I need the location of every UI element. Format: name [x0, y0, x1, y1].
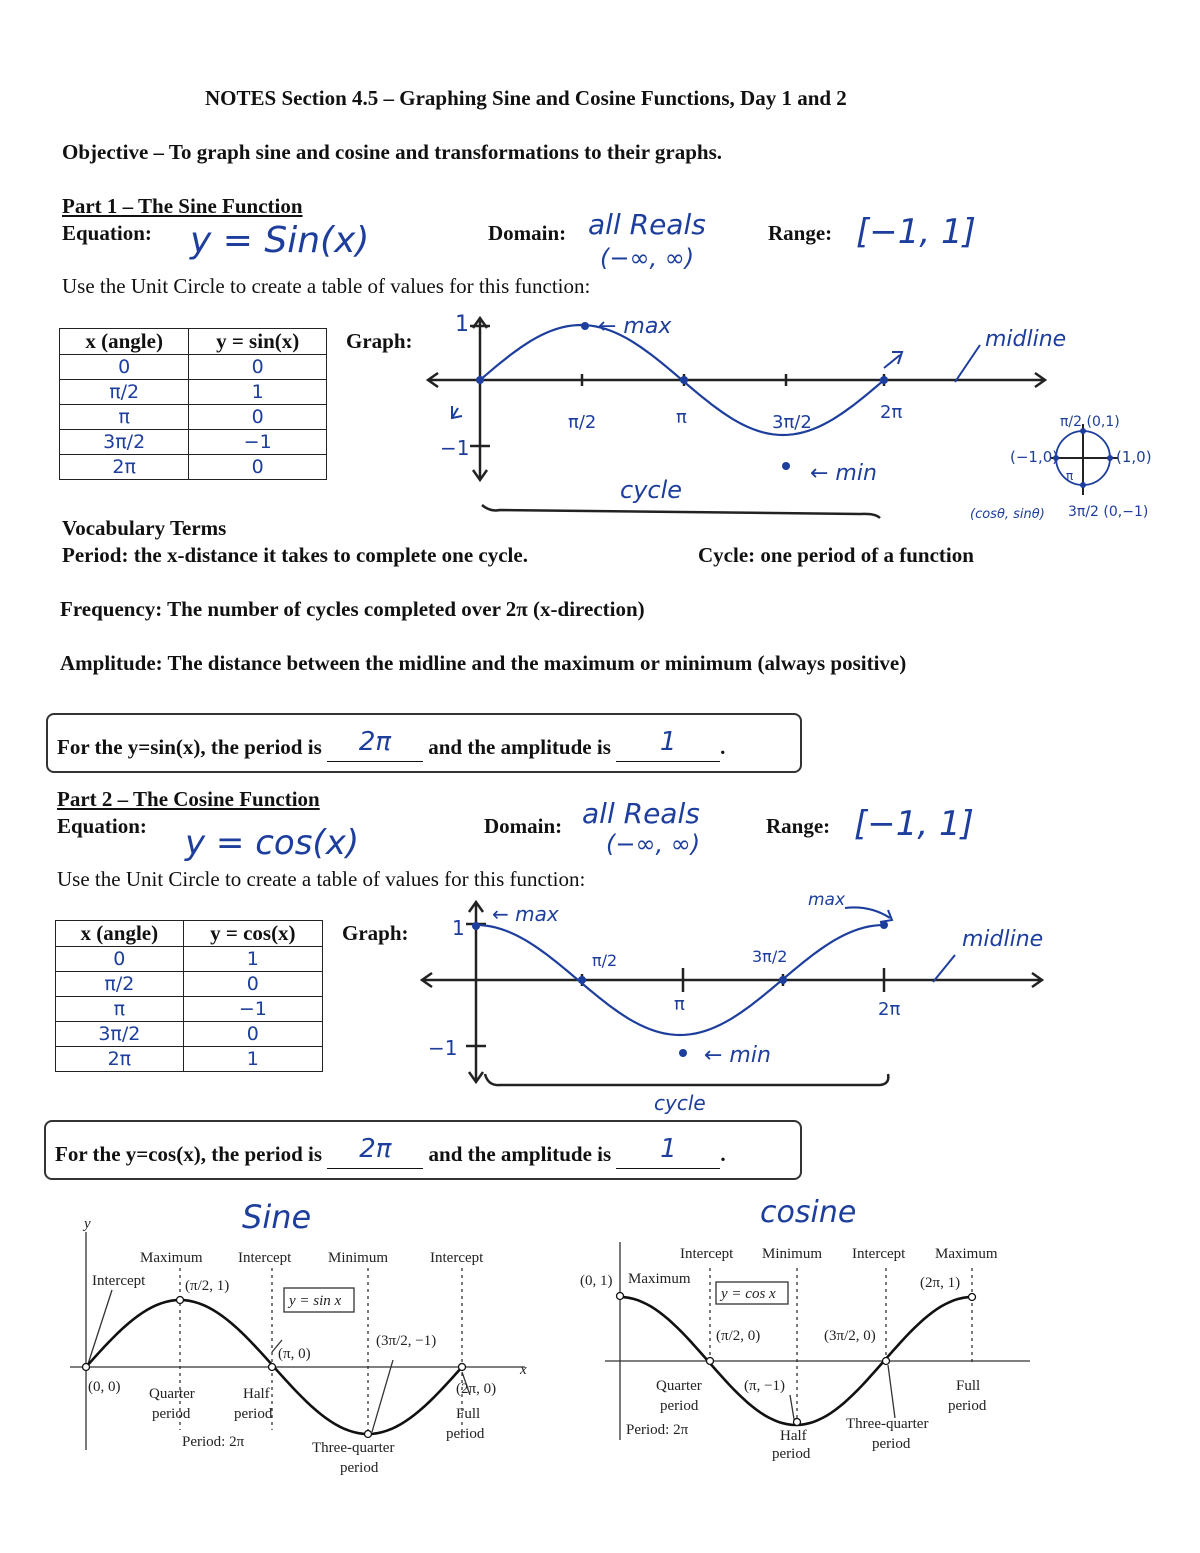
table-cell: −1 [189, 430, 327, 455]
table-cell: 0 [189, 355, 327, 380]
table-cell: 2π [56, 1047, 184, 1072]
table-header: x (angle) [56, 921, 184, 947]
sine-ref-caption: Quarter [149, 1386, 195, 1402]
unit-circle-note: (cosθ, sinθ) [970, 507, 1045, 522]
cos-ref-caption: Half [780, 1428, 807, 1444]
page-title: NOTES Section 4.5 – Graphing Sine and Cosine Functions, Day 1 and 2 [205, 86, 847, 110]
table-header: y = sin(x) [189, 329, 327, 355]
table-header: x (angle) [60, 329, 189, 355]
sine-ref-point: (2π, 0) [456, 1381, 497, 1397]
sine-ref-top-label: Maximum [140, 1250, 203, 1266]
table-header: y = cos(x) [183, 921, 322, 947]
cos-ref-top-label: Minimum [762, 1246, 823, 1262]
sine-ref-y-axis: y [84, 1216, 91, 1232]
table-cell: 0 [189, 405, 327, 430]
cos-max2-label: max [808, 890, 846, 910]
summary-text: and the amplitude is [428, 735, 611, 759]
summary-text: For the y=sin(x), the period is [57, 735, 322, 759]
cos-ym1-label: −1 [428, 1036, 458, 1060]
vocab-heading: Vocabulary Terms [62, 516, 227, 540]
table-cell: 0 [189, 455, 327, 480]
cos-ref-point: (0, 1) [580, 1273, 613, 1289]
sine-ref-point: (π/2, 1) [185, 1278, 230, 1294]
table-cell: π [60, 405, 189, 430]
part1-range-label: Range: [768, 221, 833, 245]
cos-ref-point: (3π/2, 0) [824, 1328, 876, 1344]
cos-cycle-label: cycle [654, 1091, 706, 1115]
table-cell: 2π [60, 455, 189, 480]
unit-circle-top: π/2 (0,1) [1060, 414, 1120, 430]
sine-ref-caption: period [234, 1406, 273, 1422]
cos-ref-max-left: Maximum [628, 1271, 691, 1287]
sine-ref-x-axis: x [520, 1362, 527, 1378]
sine-tick-label: π [676, 407, 687, 428]
table-cell: 0 [183, 1022, 322, 1047]
cos-ref-point: (π, −1) [744, 1378, 786, 1394]
sine-ref-caption: period [152, 1406, 191, 1422]
table-cell: −1 [183, 997, 322, 1022]
cos-amplitude-answer: 1 [660, 1134, 677, 1164]
part2-domain-interval: (−∞, ∞) [606, 830, 701, 858]
cos-ref-point: (π/2, 0) [716, 1328, 761, 1344]
summary-end: . [720, 735, 726, 759]
cos-ref-caption: period [772, 1446, 811, 1462]
part1-equation: y = Sin(x) [190, 220, 370, 261]
part1-domain-label: Domain: [488, 221, 567, 245]
sine-ref-title: Sine [242, 1198, 312, 1236]
cos-ref-point: (2π, 1) [920, 1275, 961, 1291]
table-cell: 0 [60, 355, 189, 380]
part1-instruction: Use the Unit Circle to create a table of values for this function: [62, 274, 591, 298]
vocab-frequency: Frequency: The number of cycles completed over 2π (x-direction) [60, 597, 645, 621]
part2-range-label: Range: [766, 814, 831, 838]
cos-ref-top-label: Intercept [852, 1246, 906, 1262]
cos-ref-caption: period [948, 1398, 987, 1414]
vocab-cycle: Cycle: one period of a function [698, 543, 974, 567]
cos-ref-top-label: Maximum [935, 1246, 998, 1262]
sine-ref-caption: period [340, 1460, 379, 1476]
sine-y1-label: 1 [455, 312, 469, 337]
cos-ref-top-label: Intercept [680, 1246, 734, 1262]
cos-ref-caption: Three-quarter [846, 1416, 929, 1432]
part1-domain: all Reals [588, 208, 706, 241]
sine-tick-label: π/2 [568, 412, 597, 433]
part2-domain: all Reals [582, 797, 700, 830]
sine-ref-point: (3π/2, −1) [376, 1333, 437, 1349]
cos-ref-period: Period: 2π [626, 1422, 689, 1438]
summary-text: For the y=cos(x), the period is [55, 1142, 323, 1166]
sine-ref-top-label: Intercept [430, 1250, 484, 1266]
sine-period-answer: 2π [358, 727, 392, 757]
cos-y1-label: 1 [452, 916, 465, 940]
unit-circle-right: (1,0) [1116, 448, 1152, 466]
cos-ref-caption: period [660, 1398, 699, 1414]
vocab-period: Period: the x-distance it takes to complete one cycle. [62, 543, 528, 567]
part2-equation: y = cos(x) [185, 823, 360, 863]
sine-cycle-label: cycle [620, 476, 683, 504]
cos-tick-label: π/2 [592, 951, 618, 970]
part1-range: [−1, 1] [856, 212, 976, 252]
table-cell: π [56, 997, 184, 1022]
part2-graph-label: Graph: [342, 921, 409, 945]
sine-min-label: ← min [810, 461, 877, 486]
cos-ref-caption: Quarter [656, 1378, 702, 1394]
cos-min-label: ← min [704, 1043, 771, 1068]
summary-end: . [720, 1142, 726, 1166]
sine-ref-top-label: Minimum [328, 1250, 389, 1266]
cos-tick-label: π [674, 994, 685, 1015]
part1-graph-label: Graph: [346, 329, 413, 353]
part1-heading: Part 1 – The Sine Function [62, 194, 303, 218]
cos-max-label: ← max [492, 902, 559, 926]
part2-domain-label: Domain: [484, 814, 563, 838]
part2-range: [−1, 1] [854, 804, 974, 844]
sine-ref-caption: Full [456, 1406, 481, 1422]
sine-ref-caption: Three-quarter [312, 1440, 395, 1456]
sine-ref-caption: period [446, 1426, 485, 1442]
sine-ref-intercept: Intercept [92, 1273, 146, 1289]
sine-ym1-label: −1 [440, 436, 470, 460]
cos-ref-equation: y = cos x [721, 1286, 776, 1302]
table-cell: 1 [183, 1047, 322, 1072]
cos-midline-label: midline [962, 927, 1044, 952]
cos-ref-caption: period [872, 1436, 911, 1452]
sine-ref-point: (0, 0) [88, 1379, 121, 1395]
table-cell: 1 [189, 380, 327, 405]
cos-ref-title: cosine [760, 1195, 857, 1230]
cos-tick-label: 3π/2 [752, 947, 788, 966]
table-cell: 3π/2 [56, 1022, 184, 1047]
sine-tick-label: 3π/2 [772, 412, 812, 433]
sine-ref-equation: y = sin x [289, 1293, 342, 1309]
sine-tick-label: 2π [880, 402, 903, 423]
table-cell: π/2 [56, 972, 184, 997]
summary-text: and the amplitude is [428, 1142, 612, 1166]
cos-period-answer: 2π [359, 1134, 392, 1164]
part2-equation-label: Equation: [57, 814, 147, 838]
unit-circle-pi: π [1066, 469, 1074, 483]
table-cell: 3π/2 [60, 430, 189, 455]
table-cell: π/2 [60, 380, 189, 405]
objective: Objective – To graph sine and cosine and transformations to their graphs. [62, 140, 722, 164]
sine-ref-top-label: Intercept [238, 1250, 292, 1266]
cos-tick-label: 2π [878, 999, 901, 1020]
sine-midline-label: midline [985, 327, 1067, 352]
part1-equation-label: Equation: [62, 221, 152, 245]
sine-amplitude-answer: 1 [659, 727, 677, 757]
unit-circle-bottom: 3π/2 (0,−1) [1068, 504, 1149, 520]
table-cell: 0 [183, 972, 322, 997]
sine-ref-caption: Half [243, 1386, 270, 1402]
sine-ref-period: Period: 2π [182, 1434, 245, 1450]
part2-instruction: Use the Unit Circle to create a table of values for this function: [57, 867, 586, 891]
table-cell: 1 [183, 947, 322, 972]
unit-circle-left: (−1,0) [1010, 448, 1059, 466]
vocab-amplitude: Amplitude: The distance between the midline and the maximum or minimum (always positive) [60, 651, 907, 675]
sine-max-label: ← max [598, 314, 672, 339]
part2-heading: Part 2 – The Cosine Function [57, 787, 320, 811]
sine-ref-point: (π, 0) [278, 1346, 311, 1362]
cos-ref-caption: Full [956, 1378, 981, 1394]
part1-domain-interval: (−∞, ∞) [600, 244, 695, 272]
table-cell: 0 [56, 947, 184, 972]
